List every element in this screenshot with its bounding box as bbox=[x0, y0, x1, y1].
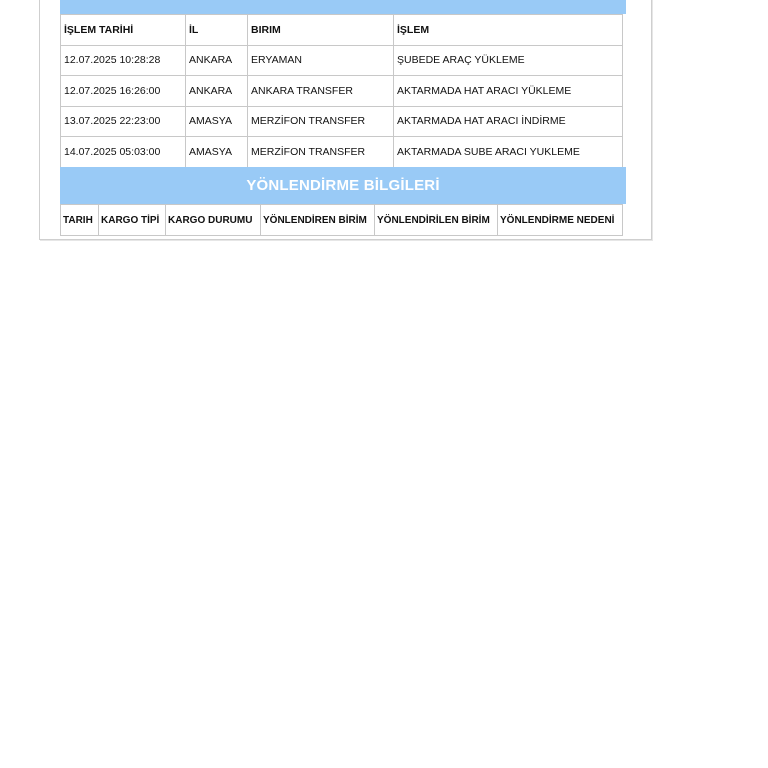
header-tarih: TARIH bbox=[61, 205, 99, 236]
movements-section-banner bbox=[60, 0, 626, 14]
cell-city: ANKARA bbox=[186, 76, 248, 107]
table-row bbox=[61, 45, 623, 76]
cell-date: 13.07.2025 22:23:00 bbox=[61, 106, 186, 137]
table-row bbox=[61, 106, 623, 137]
cell-unit: ERYAMAN bbox=[248, 45, 394, 76]
document-sheet bbox=[39, 0, 652, 240]
movements-table bbox=[60, 14, 623, 168]
cell-date: 12.07.2025 16:26:00 bbox=[61, 76, 186, 107]
header-birim: BIRIM bbox=[248, 15, 394, 46]
table-row bbox=[61, 137, 623, 168]
cell-unit: MERZİFON TRANSFER bbox=[248, 106, 394, 137]
header-kargo-durumu: KARGO DURUMU bbox=[166, 205, 261, 236]
redirect-header-row bbox=[61, 205, 623, 236]
movements-header-row bbox=[61, 15, 623, 46]
cell-operation: ŞUBEDE ARAÇ YÜKLEME bbox=[394, 45, 623, 76]
cell-operation: AKTARMADA HAT ARACI YÜKLEME bbox=[394, 76, 623, 107]
cell-date: 12.07.2025 10:28:28 bbox=[61, 45, 186, 76]
header-yonlendirme-nedeni: YÖNLENDİRME NEDENİ bbox=[498, 205, 623, 236]
redirect-section-title: YÖNLENDİRME BİLGİLERİ bbox=[246, 177, 440, 194]
cell-city: ANKARA bbox=[186, 45, 248, 76]
cell-operation: AKTARMADA HAT ARACI İNDİRME bbox=[394, 106, 623, 137]
redirect-section-banner bbox=[60, 167, 626, 204]
header-yonlendiren-birim: YÖNLENDİREN BİRİM bbox=[261, 205, 375, 236]
cell-unit: ANKARA TRANSFER bbox=[248, 76, 394, 107]
redirect-table bbox=[60, 204, 623, 236]
header-il: İL bbox=[186, 15, 248, 46]
table-row bbox=[61, 76, 623, 107]
header-islem-tarihi: İŞLEM TARİHİ bbox=[61, 15, 186, 46]
header-yonlendirilen-birim: YÖNLENDİRİLEN BİRİM bbox=[375, 205, 498, 236]
cell-operation: AKTARMADA SUBE ARACI YUKLEME bbox=[394, 137, 623, 168]
header-islem: İŞLEM bbox=[394, 15, 623, 46]
cell-date: 14.07.2025 05:03:00 bbox=[61, 137, 186, 168]
header-kargo-tipi: KARGO TİPİ bbox=[99, 205, 166, 236]
cell-city: AMASYA bbox=[186, 137, 248, 168]
cell-city: AMASYA bbox=[186, 106, 248, 137]
cell-unit: MERZİFON TRANSFER bbox=[248, 137, 394, 168]
